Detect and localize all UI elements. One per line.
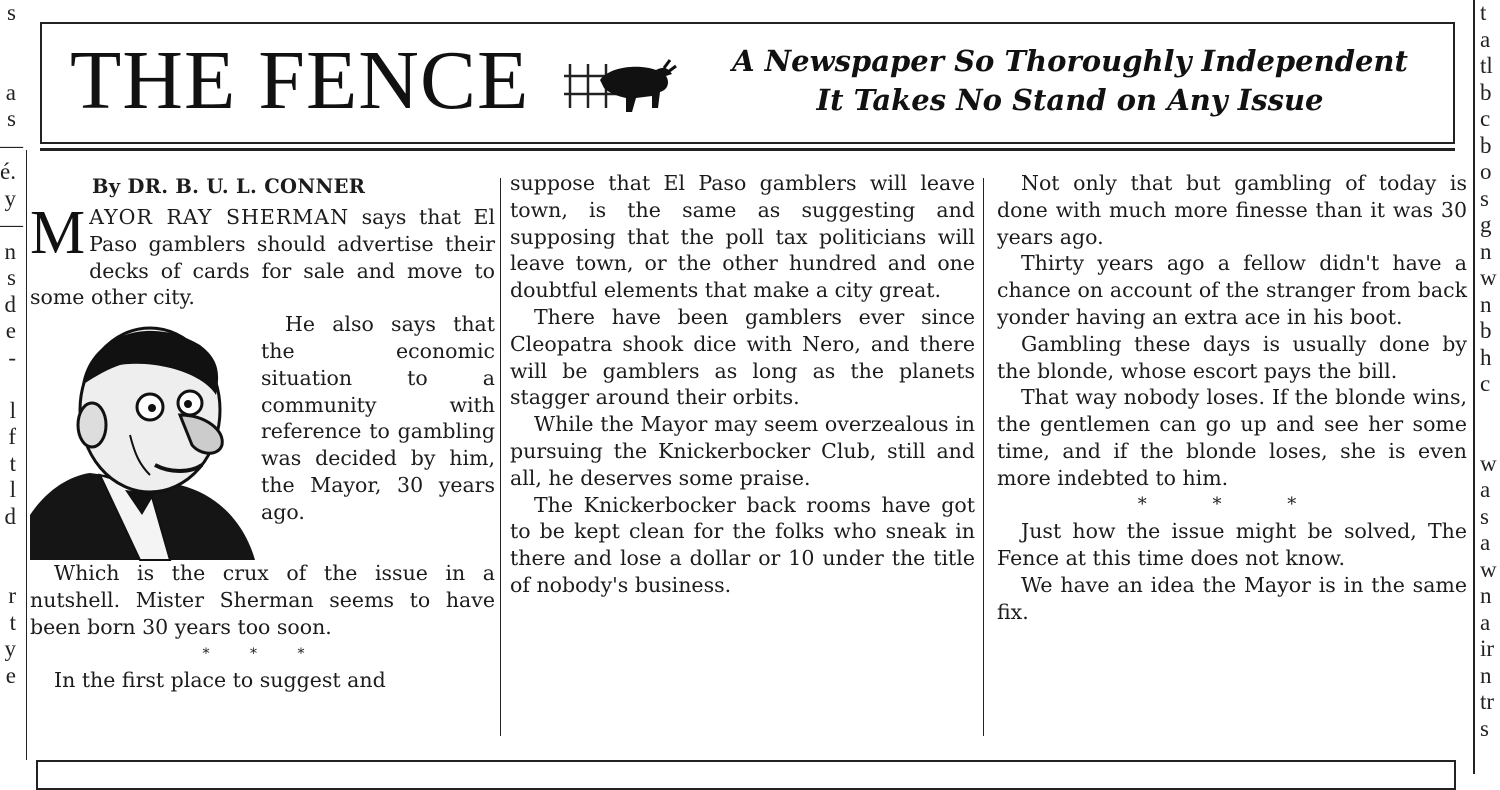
column-divider-2 xyxy=(983,178,984,736)
column-divider-1 xyxy=(500,178,501,736)
right-edge-letter: b xyxy=(1480,132,1492,158)
left-edge-letter: l xyxy=(9,397,16,423)
paragraph-3: Which is the crux of the issue in a nutshell. Mister Sherman seems to have been born 30 years too soon. xyxy=(30,561,495,639)
col3-paragraph-6: We have an idea the Mayor is in the same fix. xyxy=(997,572,1467,624)
left-edge-letter: e xyxy=(5,662,16,688)
right-edge-letter: w xyxy=(1480,450,1497,476)
right-edge-letter: w xyxy=(1480,265,1497,290)
article-column-2 xyxy=(510,170,975,599)
subtitle-line-1: A Newspaper So Thoroughly Independent xyxy=(732,44,1408,78)
bull-on-fence-icon xyxy=(560,46,680,126)
right-edge-letter: g xyxy=(1480,212,1492,237)
masthead-title: THE FENCE xyxy=(70,34,530,127)
lead-text: says that El Paso gamblers should advertise their decks of cards for sale and move to some other city. xyxy=(30,205,495,310)
left-edge-letter: r xyxy=(8,583,16,608)
left-edge-letter xyxy=(0,557,16,584)
masthead-subtitle xyxy=(720,42,1420,120)
paragraph-2: He also says that the economic situation to a community with reference to gambling was decided by him, the Mayor, 30 years ago. xyxy=(261,312,495,524)
col2-paragraph-2: There have been gamblers ever since Cleopatra shook dice with Nero, and there will be gamblers as long as the planets stagger around their orbits. xyxy=(510,304,975,410)
left-edge-letter: n xyxy=(4,238,16,264)
left-edge-letter: t xyxy=(9,609,16,635)
right-edge-letter: ir xyxy=(1480,636,1495,661)
right-edge-letter: c xyxy=(1480,371,1491,396)
left-edge-letter: y xyxy=(4,636,16,661)
left-column-rule xyxy=(26,150,27,760)
col3-paragraph-2: Thirty years ago a fellow didn't have a chance on account of the stranger from back yonder having an extra ace in his boot. xyxy=(997,251,1467,329)
col3-paragraph-4: That way nobody loses. If the blonde wins, the gentlemen can go up and see her some time, and if the blonde loses, she is even more indebted to him. xyxy=(997,385,1467,490)
right-edge-letter: c xyxy=(1480,106,1491,131)
next-article-box xyxy=(36,760,1456,790)
left-edge-letter: — xyxy=(0,132,23,158)
mayor-caricature-illustration xyxy=(30,315,255,560)
left-edge-letter: s xyxy=(7,265,16,290)
right-edge-letter: n xyxy=(1480,238,1492,264)
section-stars: * * * xyxy=(202,645,323,662)
left-edge-letter xyxy=(0,530,16,557)
left-edge-letter: f xyxy=(8,424,16,449)
right-edge-letter xyxy=(1480,398,1500,425)
byline: By DR. B. U. L. CONNER xyxy=(92,175,366,198)
right-edge-letter: h xyxy=(1480,344,1492,370)
left-edge-letter: s xyxy=(7,106,16,131)
right-neighbor-column-fragment xyxy=(1480,0,1500,774)
paragraph-4: In the first place to suggest and xyxy=(54,668,386,693)
left-edge-letter: é. xyxy=(0,159,16,184)
subtitle-line-2: It Takes No Stand on Any Issue xyxy=(816,83,1324,117)
right-column-rule xyxy=(1473,0,1475,774)
left-edge-letter: l xyxy=(9,477,16,502)
left-edge-letter xyxy=(0,27,16,54)
left-edge-letter xyxy=(0,53,16,80)
left-edge-letter: s xyxy=(7,0,16,25)
left-edge-letter: t xyxy=(9,450,16,476)
lead-paragraph xyxy=(30,199,495,311)
right-edge-letter: a xyxy=(1480,609,1491,635)
right-edge-letter: n xyxy=(1480,291,1492,317)
col2-paragraph-4: The Knickerbocker back rooms have got to be kept clean for the folks who sneak in there and lose a dollar or 10 under the title of nobody's business. xyxy=(510,492,975,597)
right-edge-letter: s xyxy=(1480,185,1489,211)
drop-cap: M xyxy=(30,199,86,267)
right-edge-letter: o xyxy=(1480,159,1492,184)
col3-paragraph-3: Gambling these days is usually done by the blonde, whose escort pays the bill. xyxy=(997,331,1467,383)
left-edge-letter: - xyxy=(8,344,16,370)
right-edge-letter: b xyxy=(1480,318,1492,343)
right-edge-letter: b xyxy=(1480,79,1492,105)
left-edge-letter xyxy=(0,371,16,398)
left-edge-letter: d xyxy=(4,291,16,317)
right-edge-letter: n xyxy=(1480,583,1492,608)
article-column-1 xyxy=(30,170,495,694)
masthead-underline-rule xyxy=(40,148,1455,151)
left-edge-letter: — xyxy=(0,212,23,237)
left-neighbor-column-fragment xyxy=(0,0,23,774)
lead-caps: AYOR RAY SHERMAN xyxy=(89,205,350,229)
right-edge-letter: tl xyxy=(1480,53,1493,78)
right-edge-letter: tr xyxy=(1480,689,1495,714)
col2-paragraph-3: While the Mayor may seem overzealous in pursuing the Knickerbocker Club, still and all, he deserves some praise. xyxy=(510,412,975,490)
col3-paragraph-1: Not only that but gambling of today is done with much more finesse than it was 30 years ago. xyxy=(997,171,1467,249)
left-edge-letter: y xyxy=(4,185,16,211)
article-column-3 xyxy=(997,170,1467,626)
section-stars: * * * xyxy=(1137,493,1327,515)
right-edge-letter xyxy=(1480,424,1500,451)
right-edge-letter: t xyxy=(1480,0,1487,25)
right-edge-letter: a xyxy=(1480,477,1491,502)
right-edge-letter: a xyxy=(1480,530,1491,555)
left-edge-letter: e xyxy=(5,318,16,343)
right-edge-letter: s xyxy=(1480,715,1489,741)
col3-paragraph-5: Just how the issue might be solved, The Fence at this time does not know. xyxy=(997,519,1467,571)
right-edge-letter: n xyxy=(1480,662,1492,688)
right-edge-letter: s xyxy=(1480,503,1489,529)
left-edge-letter: d xyxy=(4,503,16,529)
col2-paragraph-1: suppose that El Paso gamblers will leave town, is the same as suggesting and supposing that the poll tax politicians will leave town, or the other hundred and one doubtful elements that make a city great. xyxy=(510,171,975,303)
left-edge-letter: a xyxy=(5,79,16,105)
right-edge-letter: a xyxy=(1480,26,1491,52)
right-edge-letter: w xyxy=(1480,556,1497,582)
